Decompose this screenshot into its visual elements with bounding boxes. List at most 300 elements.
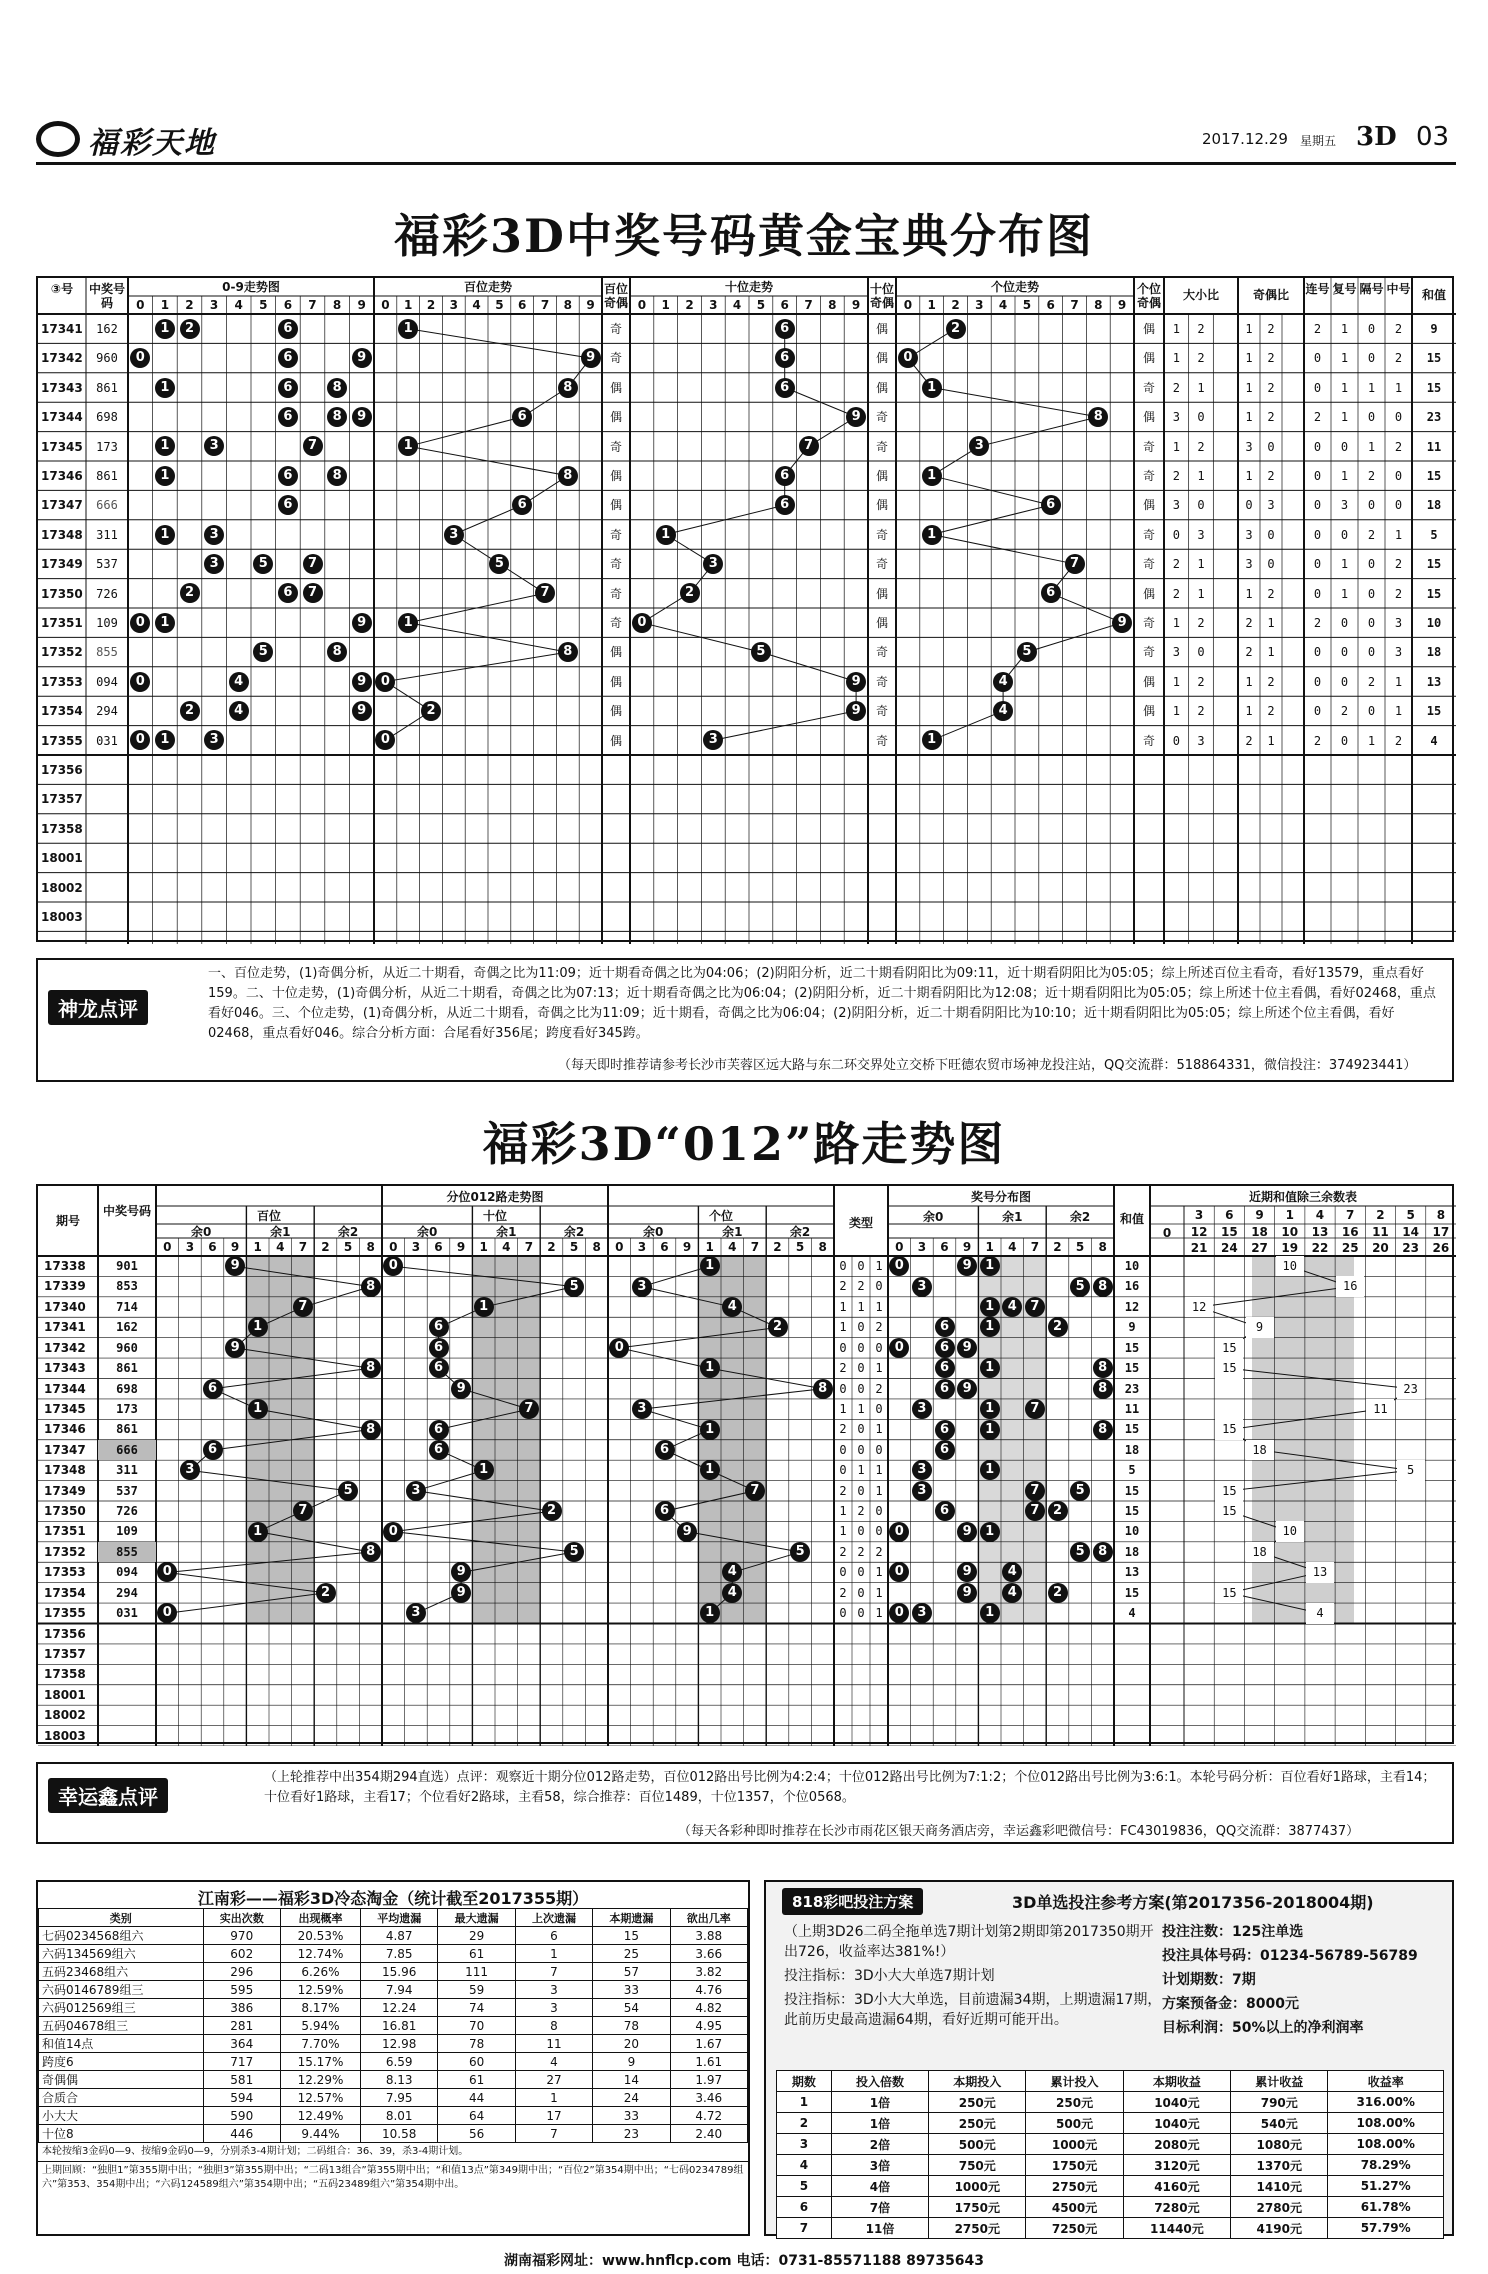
cold-table-cell: 54 — [593, 1999, 670, 2017]
road-distribution-ball: 7 — [1025, 1501, 1045, 1521]
road-position-ball: 6 — [655, 1440, 675, 1460]
pattern-count-cell: 2 — [1394, 439, 1403, 454]
small-count-cell: 1 — [1197, 557, 1205, 572]
position-ball: 6 — [775, 466, 795, 486]
digit-ball: 1 — [155, 436, 175, 456]
cold-table-cell: 4.87 — [361, 1927, 438, 1945]
pattern-count-cell: 0 — [1313, 498, 1322, 513]
recent-sum-marker: 15 — [1215, 1338, 1243, 1358]
grid-header-mid: 中号 — [1386, 282, 1411, 296]
road-digit-header: 1 — [705, 1240, 714, 1254]
road-prize-cell: 666 — [98, 1440, 156, 1460]
digit-ball: 1 — [155, 319, 175, 339]
road-prize-cell: 698 — [116, 1381, 138, 1396]
grid-header-tens-parity: 十位奇偶 — [869, 282, 894, 310]
position-ball: 8 — [558, 642, 578, 662]
digit-col-header: 7 — [1070, 298, 1079, 312]
bet-plan-detail: 方案预备金：8000元 — [1162, 1996, 1299, 2012]
road-type-cell: 2 — [839, 1544, 847, 1559]
road-sum-cell: 18 — [1124, 1544, 1140, 1559]
road-sum-cell: 15 — [1124, 1504, 1140, 1518]
road-distribution-ball: 6 — [935, 1317, 955, 1337]
even-count-cell: 2 — [1267, 674, 1275, 689]
road-period-cell: 17354 — [44, 1585, 86, 1600]
digit-col-header: 2 — [426, 298, 436, 312]
digit-ball: 5 — [253, 554, 273, 574]
cold-table-cell: 12.24 — [361, 1999, 438, 2017]
road-position-ball: 1 — [474, 1297, 494, 1317]
road-distribution-ball: 0 — [889, 1256, 909, 1276]
digit-col-header: 1 — [927, 298, 936, 312]
road-distribution-ball: 5 — [1070, 1481, 1090, 1501]
road-position-ball: 9 — [677, 1522, 697, 1542]
odd-count-cell: 1 — [1245, 704, 1253, 719]
digit-col-header: 3 — [709, 298, 718, 312]
digit-ball: 7 — [303, 554, 323, 574]
position-ball: 1 — [656, 525, 676, 545]
bet-plan-col-header: 累计收益 — [1231, 2071, 1328, 2092]
even-count-cell: 2 — [1267, 586, 1275, 601]
bet-plan-tag: 818彩吧投注方案 — [782, 1888, 923, 1915]
road-period-cell: 17353 — [44, 1565, 86, 1580]
road-digit-header: 9 — [456, 1240, 466, 1254]
road-prize-cell: 162 — [116, 1320, 138, 1335]
prize-number-cell: 294 — [96, 704, 118, 719]
hundreds-parity-cell: 奇 — [609, 439, 622, 454]
pattern-count-cell: 0 — [1340, 674, 1349, 689]
digit-col-header: 6 — [518, 298, 527, 312]
road-position-ball: 1 — [700, 1603, 720, 1623]
grid-header-corner: ③号 — [50, 282, 74, 296]
road-distribution-ball: 3 — [912, 1277, 932, 1297]
road-grid — [36, 1184, 1454, 1744]
road-header-recent-sums: 近期和值除三余数表 — [1248, 1190, 1357, 1204]
period-cell: 17343 — [41, 380, 83, 395]
bet-plan-cell: 1倍 — [831, 2113, 928, 2134]
road-position-ball: 0 — [157, 1562, 177, 1582]
bet-plan-cell: 250元 — [929, 2092, 1026, 2113]
tens-parity-cell: 偶 — [875, 322, 888, 336]
cold-table-cell: 6.26% — [280, 1963, 360, 1981]
road-position-ball: 6 — [429, 1317, 449, 1337]
road-sum-cell: 15 — [1124, 1361, 1140, 1376]
road-type-cell: 2 — [839, 1422, 847, 1437]
pattern-count-cell: 0 — [1313, 351, 1322, 366]
cold-table-cell: 7 — [515, 2125, 592, 2143]
position-ball: 5 — [751, 642, 771, 662]
recent-sum-header: 21 — [1190, 1241, 1208, 1255]
bet-plan-cell: 108.00% — [1328, 2113, 1444, 2134]
bet-plan-cell: 5 — [777, 2176, 832, 2197]
position-ball: 3 — [703, 730, 723, 750]
grid-header-repeat: 复号 — [1332, 282, 1357, 296]
road-type-cell: 1 — [875, 1606, 883, 1621]
digit-ball: 2 — [180, 701, 200, 721]
road-type-cell: 0 — [857, 1585, 865, 1600]
cold-table-cell: 6.59 — [361, 2053, 438, 2071]
road-distribution-ball: 3 — [912, 1460, 932, 1480]
road-position-ball: 6 — [203, 1440, 223, 1460]
units-parity-cell: 奇 — [1142, 733, 1155, 748]
digit-ball: 3 — [204, 525, 224, 545]
digit-col-header: 7 — [804, 298, 813, 312]
bet-plan-cell: 790元 — [1231, 2092, 1328, 2113]
cold-table-cell: 跨度6 — [39, 2053, 204, 2071]
road-header-distribution: 奖号分布图 — [970, 1190, 1031, 1204]
digit-col-header: 0 — [381, 298, 390, 312]
hundreds-parity-cell: 奇 — [609, 616, 622, 630]
position-ball: 9 — [846, 672, 866, 692]
bet-plan-cell: 108.00% — [1328, 2134, 1444, 2155]
shenlong-comment-tag: 神龙点评 — [48, 990, 148, 1025]
road-position-ball: 1 — [700, 1358, 720, 1378]
bet-plan-note: 投注指标：3D小大大单选，目前遗漏34期，上期遗漏17期，此前历史最高遗漏64期，看好近期可能开出。 — [784, 1992, 1162, 2028]
prize-number-cell: 311 — [96, 527, 118, 542]
road-header-remainder0: 余0 — [191, 1225, 212, 1239]
road-position-ball: 3 — [180, 1460, 200, 1480]
recent-sum-marker: 9 — [1246, 1317, 1274, 1337]
position-ball: 0 — [375, 730, 395, 750]
road-distribution-ball: 0 — [889, 1562, 909, 1582]
bet-plan-cell: 1410元 — [1231, 2176, 1328, 2197]
cold-table-row — [39, 2125, 748, 2143]
road-distribution-ball: 5 — [1070, 1277, 1090, 1297]
cold-table-row — [39, 1999, 748, 2017]
odd-count-cell: 1 — [1245, 410, 1253, 425]
road-header-remainder0: 余0 — [417, 1225, 438, 1239]
sum-value-cell: 15 — [1426, 704, 1442, 719]
small-count-cell: 3 — [1197, 733, 1205, 748]
prize-number-cell: 666 — [96, 498, 118, 513]
position-ball: 3 — [969, 436, 989, 456]
road-type-cell: 1 — [875, 1463, 883, 1478]
recent-sum-marker: 18 — [1246, 1440, 1274, 1460]
period-cell: 17353 — [41, 674, 83, 689]
period-cell: 17351 — [41, 616, 83, 630]
cold-table-row — [39, 1963, 748, 1981]
road-prize-cell: 294 — [116, 1585, 138, 1600]
cold-table-cell: 27 — [515, 2071, 592, 2089]
recent-sum-header: 2 — [1376, 1208, 1385, 1222]
pattern-count-cell: 1 — [1340, 322, 1349, 336]
odd-count-cell: 2 — [1245, 616, 1253, 630]
odd-count-cell: 1 — [1245, 322, 1253, 336]
pattern-count-cell: 1 — [1394, 380, 1403, 395]
recent-sum-header: 1 — [1285, 1208, 1294, 1222]
bet-plan-details — [1162, 1922, 1448, 2042]
position-ball: 6 — [775, 495, 795, 515]
position-ball: 9 — [581, 348, 601, 368]
recent-sum-header: 7 — [1346, 1208, 1355, 1222]
road-type-cell: 1 — [875, 1259, 883, 1273]
units-parity-cell: 奇 — [1142, 645, 1155, 660]
digit-ball: 9 — [352, 348, 372, 368]
road-distribution-ball: 3 — [912, 1481, 932, 1501]
cold-col-header: 最大遗漏 — [438, 1909, 515, 1927]
pattern-count-cell: 0 — [1313, 380, 1322, 395]
cold-col-header: 欲出几率 — [670, 1909, 747, 1927]
position-ball: 6 — [1041, 583, 1061, 603]
cold-table-cell: 7.70% — [280, 2035, 360, 2053]
pattern-count-cell: 0 — [1367, 704, 1376, 719]
cold-table-cell: 386 — [203, 1999, 280, 2017]
digit-ball: 2 — [180, 319, 200, 339]
road-type-cell: 2 — [857, 1279, 865, 1294]
bet-plan-cell: 1040元 — [1123, 2092, 1230, 2113]
recent-sum-header: 26 — [1432, 1241, 1450, 1255]
road-period-cell: 17340 — [44, 1299, 86, 1314]
road-type-cell: 0 — [839, 1565, 847, 1580]
pattern-count-cell: 2 — [1367, 469, 1376, 483]
bet-plan-detail: 计划期数：7期 — [1162, 1972, 1256, 1988]
position-ball: 4 — [993, 672, 1013, 692]
road-distribution-ball: 2 — [1048, 1501, 1068, 1521]
recent-sum-header: 10 — [1281, 1224, 1299, 1239]
road-position-ball: 1 — [248, 1522, 268, 1542]
odd-count-cell: 1 — [1245, 674, 1253, 689]
bet-plan-cell: 3120元 — [1123, 2155, 1230, 2176]
recent-sum-marker: 10 — [1276, 1521, 1304, 1541]
road-header-remainder1: 余1 — [1002, 1210, 1023, 1224]
road-digit-header: 6 — [434, 1240, 443, 1254]
road-digit-header: 7 — [1030, 1240, 1040, 1254]
road-future-period-cell: 18002 — [44, 1708, 86, 1723]
xingyunxin-comment-note: （每天各彩种即时推荐在长沙市雨花区银天商务酒店旁，幸运鑫彩吧微信号：FC43019836，QQ交流群：3877437） — [678, 1824, 1360, 1839]
road-position-ball: 6 — [429, 1338, 449, 1358]
road-type-cell: 0 — [875, 1524, 883, 1539]
hundreds-parity-cell: 奇 — [609, 586, 622, 601]
road-distribution-ball: 2 — [1048, 1583, 1068, 1603]
bet-plan-cell: 2780元 — [1231, 2197, 1328, 2218]
road-sum-cell: 12 — [1124, 1299, 1140, 1314]
cold-table-cell: 59 — [438, 1981, 515, 1999]
hundreds-parity-cell: 奇 — [609, 322, 622, 336]
road-position-ball: 4 — [722, 1297, 742, 1317]
recent-sum-marker: 15 — [1215, 1419, 1243, 1439]
big-count-cell: 3 — [1172, 645, 1180, 660]
road-distribution-ball: 3 — [912, 1399, 932, 1419]
road-distribution-ball: 9 — [957, 1562, 977, 1582]
road-type-cell: 0 — [857, 1381, 865, 1396]
future-period-cell: 18001 — [41, 851, 83, 866]
recent-sum-header: 5 — [1406, 1208, 1415, 1222]
prize-number-cell: 861 — [96, 469, 118, 483]
road-position-ball: 1 — [248, 1399, 268, 1419]
pattern-count-cell: 2 — [1394, 557, 1403, 572]
hundreds-parity-cell: 偶 — [609, 498, 622, 513]
position-ball: 9 — [1112, 613, 1132, 633]
period-cell: 17349 — [41, 557, 83, 572]
cold-table-cell: 六码0146789组三 — [39, 1981, 204, 1999]
even-count-cell: 2 — [1267, 469, 1275, 483]
big-count-cell: 0 — [1172, 527, 1180, 542]
bet-plan-table — [776, 2070, 1444, 2239]
road-position-ball: 2 — [316, 1583, 336, 1603]
cold-table-cell: 61 — [438, 2071, 515, 2089]
bet-plan-note: （上期3D26二码全拖单选7期计划第2期即第2017350期开出726，收益率达381%!） — [784, 1924, 1154, 1960]
future-period-cell: 17358 — [41, 821, 83, 836]
cold-col-header: 出现概率 — [280, 1909, 360, 1927]
units-parity-cell: 奇 — [1142, 557, 1155, 572]
road-type-cell: 0 — [857, 1565, 865, 1580]
road-period-cell: 17338 — [44, 1259, 86, 1273]
digit-col-header: 8 — [332, 298, 342, 312]
road-distribution-ball: 1 — [980, 1460, 1000, 1480]
road-position-ball: 2 — [542, 1501, 562, 1521]
road-sum-cell: 11 — [1124, 1401, 1140, 1416]
cold-table-cell: 五码23468组六 — [39, 1963, 204, 1981]
road-period-cell: 17355 — [44, 1606, 86, 1621]
prize-number-cell: 726 — [96, 586, 118, 601]
bet-plan-col-header: 累计投入 — [1026, 2071, 1123, 2092]
bet-plan-panel — [764, 1880, 1454, 2236]
bet-plan-row — [777, 2134, 1444, 2155]
digit-ball: 6 — [278, 378, 298, 398]
pattern-count-cell: 3 — [1394, 645, 1403, 660]
bet-plan-cell: 1000元 — [1026, 2134, 1123, 2155]
digit-col-header: 4 — [472, 298, 481, 312]
units-parity-cell: 偶 — [1142, 704, 1155, 719]
digit-col-header: 1 — [160, 298, 170, 312]
road-prize-cell: 726 — [116, 1504, 138, 1518]
position-ball: 6 — [775, 319, 795, 339]
future-period-cell: 18003 — [41, 910, 83, 924]
cold-table-row — [39, 2017, 748, 2035]
road-type-cell: 2 — [875, 1544, 883, 1559]
digit-ball: 7 — [303, 436, 323, 456]
road-digit-header: 3 — [185, 1240, 195, 1254]
digit-col-header: 9 — [586, 298, 595, 312]
even-count-cell: 0 — [1267, 527, 1275, 542]
road-position-ball: 9 — [225, 1256, 245, 1276]
recent-sum-marker: 13 — [1306, 1562, 1334, 1582]
position-ball: 5 — [489, 554, 509, 574]
cold-table-cell: 9.44% — [280, 2125, 360, 2143]
bet-plan-cell: 4倍 — [831, 2176, 928, 2197]
period-cell: 17348 — [41, 527, 83, 542]
road-digit-header: 5 — [1075, 1240, 1085, 1254]
position-ball: 1 — [398, 436, 418, 456]
road-type-cell: 1 — [875, 1483, 883, 1498]
pattern-count-cell: 2 — [1394, 733, 1403, 748]
road-position-ball: 1 — [474, 1460, 494, 1480]
tens-parity-cell: 奇 — [875, 410, 888, 425]
cold-table-cell: 3.82 — [670, 1963, 747, 1981]
road-position-ball: 7 — [293, 1501, 313, 1521]
sum-value-cell: 15 — [1426, 586, 1442, 601]
position-ball: 2 — [946, 319, 966, 339]
cold-table-cell: 70 — [438, 2017, 515, 2035]
cold-table-cell: 奇偶偶 — [39, 2071, 204, 2089]
road-position-ball: 3 — [632, 1277, 652, 1297]
digit-ball: 4 — [229, 672, 249, 692]
road-distribution-ball: 1 — [980, 1603, 1000, 1623]
digit-col-header: 7 — [540, 298, 550, 312]
road-digit-header: 5 — [569, 1240, 579, 1254]
units-parity-cell: 奇 — [1142, 380, 1155, 395]
road-digit-header: 5 — [343, 1240, 353, 1254]
road-digit-header: 2 — [1053, 1240, 1062, 1254]
odd-count-cell: 1 — [1245, 469, 1253, 483]
units-parity-cell: 偶 — [1142, 674, 1155, 689]
pattern-count-cell: 0 — [1340, 527, 1349, 542]
cold-table-row — [39, 1945, 748, 1963]
road-header-remainder0: 余0 — [923, 1210, 944, 1224]
cold-table-cell: 12.98 — [361, 2035, 438, 2053]
big-count-cell: 1 — [1172, 322, 1180, 336]
bet-plan-row — [777, 2092, 1444, 2113]
period-cell: 17350 — [41, 586, 83, 601]
digit-ball: 9 — [352, 672, 372, 692]
odd-count-cell: 1 — [1245, 586, 1253, 601]
bet-plan-cell: 51.27% — [1328, 2176, 1444, 2197]
road-header-remainder2: 余2 — [1069, 1210, 1091, 1224]
pattern-count-cell: 0 — [1313, 469, 1322, 483]
road-digit-header: 7 — [298, 1240, 308, 1254]
recent-sum-marker: 15 — [1215, 1583, 1243, 1603]
cold-table-cell: 五码04678组三 — [39, 2017, 204, 2035]
cold-table-cell: 6 — [515, 1927, 592, 1945]
cold-table-cell: 3 — [515, 1981, 592, 1999]
period-cell: 17352 — [41, 645, 83, 660]
digit-col-header: 7 — [308, 298, 317, 312]
road-prize-cell: 960 — [116, 1340, 138, 1355]
cold-col-header: 类别 — [39, 1909, 204, 1927]
road-position-ball: 6 — [429, 1440, 449, 1460]
hundreds-parity-cell: 偶 — [609, 645, 622, 660]
road-type-cell: 0 — [857, 1442, 865, 1457]
recent-sum-marker: 5 — [1397, 1460, 1425, 1480]
pattern-count-cell: 2 — [1313, 410, 1322, 425]
big-count-cell: 0 — [1172, 733, 1180, 748]
pattern-count-cell: 0 — [1367, 322, 1376, 336]
recent-sum-header: 19 — [1281, 1241, 1299, 1255]
pattern-count-cell: 0 — [1340, 439, 1349, 454]
recent-sum-marker: 23 — [1397, 1379, 1425, 1399]
road-distribution-ball: 0 — [889, 1338, 909, 1358]
prize-number-cell: 031 — [96, 733, 118, 748]
pattern-count-cell: 2 — [1394, 351, 1403, 366]
period-cell: 17347 — [41, 498, 83, 513]
big-count-cell: 2 — [1172, 557, 1180, 572]
bet-plan-cell: 11440元 — [1123, 2218, 1230, 2239]
road-position-ball: 1 — [700, 1420, 720, 1440]
road-digit-header: 3 — [637, 1240, 647, 1254]
road-type-cell: 0 — [857, 1422, 865, 1437]
road-digit-header: 7 — [750, 1240, 760, 1254]
road-position-ball: 3 — [632, 1399, 652, 1419]
road-distribution-ball: 0 — [889, 1522, 909, 1542]
road-type-cell: 1 — [857, 1299, 865, 1314]
big-count-cell: 1 — [1172, 439, 1180, 454]
cold-table-cell: 14 — [593, 2071, 670, 2089]
position-ball: 8 — [558, 378, 578, 398]
road-distribution-ball: 4 — [1002, 1562, 1022, 1582]
digit-col-header: 1 — [661, 298, 670, 312]
pattern-count-cell: 1 — [1340, 469, 1349, 483]
digit-col-header: 6 — [1046, 298, 1055, 312]
road-distribution-ball: 8 — [1093, 1277, 1113, 1297]
pattern-count-cell: 2 — [1313, 322, 1322, 336]
position-ball: 1 — [922, 525, 942, 545]
recent-sum-header: 14 — [1402, 1224, 1419, 1239]
road-type-cell: 1 — [839, 1299, 847, 1314]
road-position-ball: 8 — [361, 1277, 381, 1297]
road-header-remainder2: 余2 — [337, 1225, 359, 1239]
road-distribution-ball: 6 — [935, 1440, 955, 1460]
pattern-count-cell: 0 — [1367, 351, 1376, 366]
bet-plan-detail: 投注注数：125注单选 — [1162, 1924, 1304, 1940]
